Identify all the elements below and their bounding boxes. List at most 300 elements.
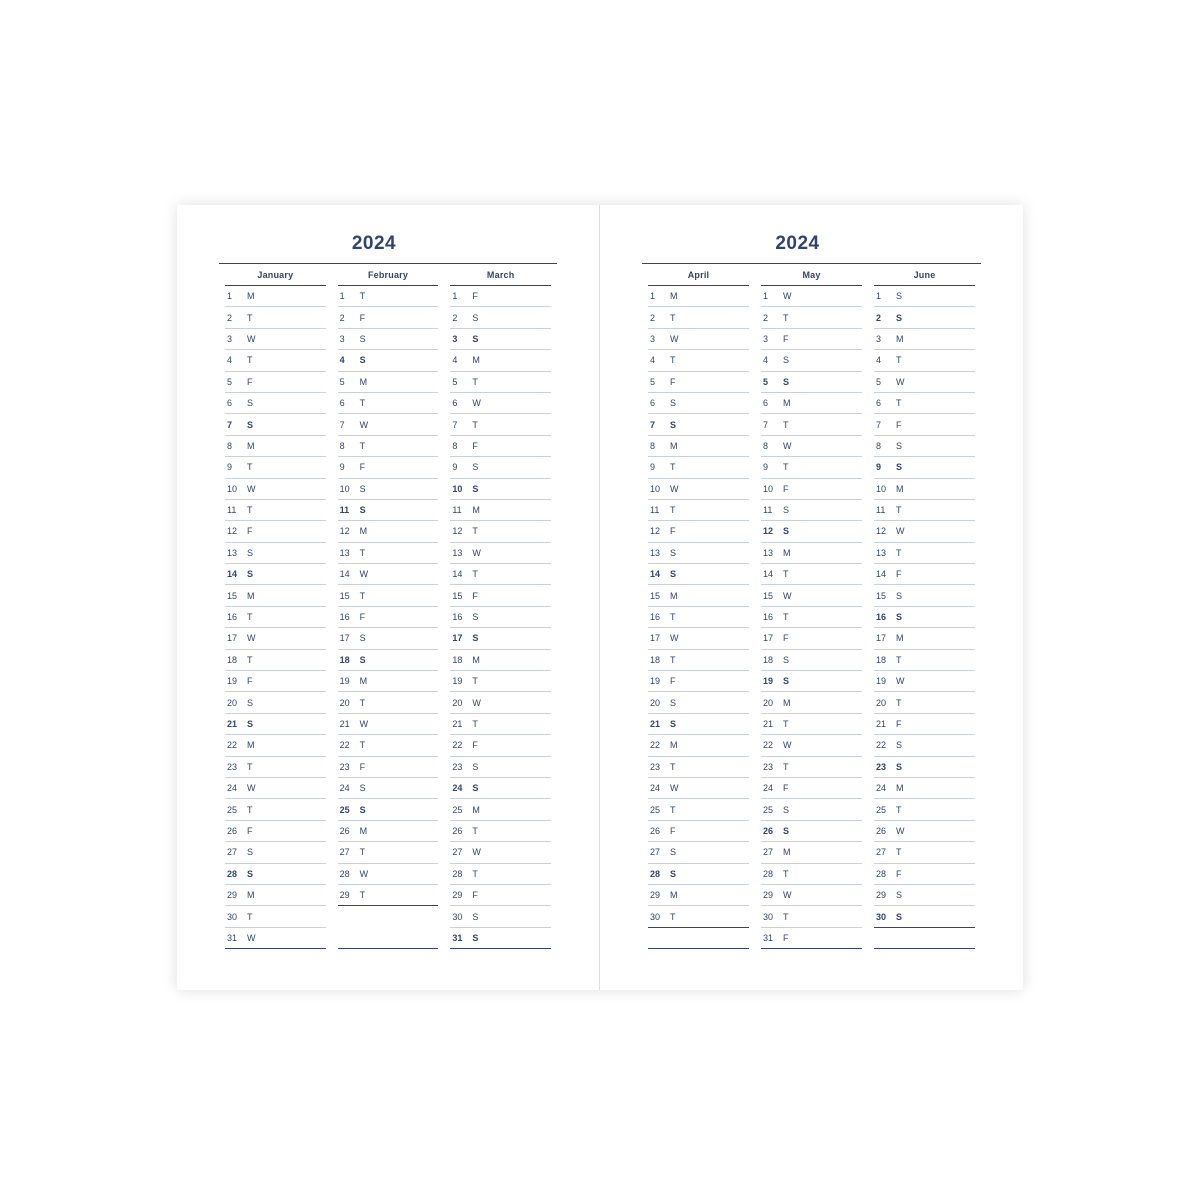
- day-number: 15: [452, 590, 463, 601]
- day-row[interactable]: [338, 650, 439, 671]
- day-weekday-letter: W: [783, 890, 792, 901]
- day-row[interactable]: [648, 821, 749, 842]
- day-row[interactable]: [450, 821, 551, 842]
- day-number: 25: [650, 804, 661, 815]
- month-column: [332, 264, 445, 949]
- day-weekday-letter: S: [359, 804, 366, 815]
- day-row[interactable]: [761, 585, 862, 606]
- day-row[interactable]: [874, 521, 975, 542]
- day-weekday-letter: M: [472, 654, 480, 665]
- day-number: 30: [876, 911, 887, 922]
- day-number: 28: [227, 868, 238, 879]
- day-weekday-letter: T: [472, 526, 478, 537]
- day-row[interactable]: [648, 372, 749, 393]
- day-weekday-letter: S: [472, 783, 479, 794]
- day-number: 1: [876, 291, 882, 302]
- day-row[interactable]: [761, 436, 862, 457]
- day-row[interactable]: [338, 842, 439, 863]
- month-name: May: [761, 264, 862, 286]
- day-row[interactable]: [648, 864, 749, 885]
- day-row[interactable]: [225, 885, 326, 906]
- day-weekday-letter: T: [783, 312, 789, 323]
- day-row[interactable]: [761, 778, 862, 799]
- day-weekday-letter: M: [247, 291, 255, 302]
- day-number: 16: [763, 612, 774, 623]
- day-row[interactable]: [450, 286, 551, 307]
- day-row[interactable]: [648, 885, 749, 906]
- day-row[interactable]: [338, 628, 439, 649]
- day-row[interactable]: [874, 821, 975, 842]
- day-row[interactable]: [225, 821, 326, 842]
- day-row[interactable]: [761, 692, 862, 713]
- day-number: 8: [650, 440, 656, 451]
- day-row[interactable]: [338, 286, 439, 307]
- day-row[interactable]: [338, 692, 439, 713]
- day-weekday-letter: S: [359, 505, 366, 516]
- day-row[interactable]: [338, 457, 439, 478]
- day-row[interactable]: [225, 628, 326, 649]
- day-row[interactable]: [450, 543, 551, 564]
- day-row[interactable]: [761, 329, 862, 350]
- day-number: 23: [227, 761, 238, 772]
- day-row[interactable]: [225, 692, 326, 713]
- month-name: January: [225, 264, 326, 286]
- month-name: April: [648, 264, 749, 286]
- day-number: 26: [227, 825, 238, 836]
- day-row[interactable]: [225, 607, 326, 628]
- day-number: 7: [452, 419, 458, 430]
- day-weekday-letter: T: [896, 804, 902, 815]
- day-row[interactable]: [450, 457, 551, 478]
- day-row[interactable]: [874, 457, 975, 478]
- day-row[interactable]: [338, 393, 439, 414]
- day-weekday-letter: S: [472, 612, 479, 623]
- day-row[interactable]: [761, 714, 862, 735]
- day-row[interactable]: [648, 329, 749, 350]
- day-row[interactable]: [450, 842, 551, 863]
- day-number: 4: [876, 355, 882, 366]
- day-number: 13: [339, 547, 350, 558]
- day-row[interactable]: [450, 585, 551, 606]
- day-row[interactable]: [225, 757, 326, 778]
- day-row[interactable]: [338, 735, 439, 756]
- day-row[interactable]: [225, 564, 326, 585]
- day-row[interactable]: [648, 521, 749, 542]
- day-weekday-letter: S: [783, 676, 790, 687]
- day-row[interactable]: [338, 329, 439, 350]
- page-title: 2024: [351, 233, 397, 254]
- day-weekday-letter: S: [783, 376, 790, 387]
- day-weekday-letter: S: [896, 740, 903, 751]
- day-row[interactable]: [338, 521, 439, 542]
- day-number: 9: [227, 462, 233, 473]
- day-row[interactable]: [648, 414, 749, 435]
- day-row[interactable]: [338, 372, 439, 393]
- day-row[interactable]: [874, 650, 975, 671]
- day-number: 3: [650, 333, 656, 344]
- day-weekday-letter: M: [359, 676, 368, 687]
- day-row[interactable]: [761, 885, 862, 906]
- page-title: 2024: [775, 233, 820, 254]
- day-number: 14: [339, 569, 350, 580]
- month-columns-right: [642, 264, 981, 949]
- day-number: 20: [763, 697, 774, 708]
- day-row[interactable]: [338, 885, 439, 906]
- day-row[interactable]: [225, 329, 326, 350]
- day-row[interactable]: [225, 714, 326, 735]
- day-row[interactable]: [450, 885, 551, 906]
- day-weekday-letter: W: [247, 932, 256, 943]
- day-row[interactable]: [874, 543, 975, 564]
- day-number: 21: [650, 719, 661, 729]
- day-row[interactable]: [761, 500, 862, 521]
- day-row[interactable]: [874, 714, 975, 735]
- day-row[interactable]: [225, 585, 326, 606]
- day-number: 15: [650, 590, 661, 601]
- day-row[interactable]: [761, 864, 862, 885]
- day-row[interactable]: [450, 393, 551, 414]
- month-column: [444, 264, 557, 949]
- day-row[interactable]: [225, 307, 326, 328]
- day-row[interactable]: [761, 372, 862, 393]
- day-row[interactable]: [761, 906, 862, 927]
- day-weekday-letter: T: [783, 761, 789, 772]
- day-weekday-letter: W: [359, 419, 369, 430]
- day-number: 28: [763, 868, 774, 879]
- day-row[interactable]: [338, 799, 439, 820]
- day-row[interactable]: [338, 350, 439, 371]
- day-row[interactable]: [225, 521, 326, 542]
- day-row[interactable]: [338, 714, 439, 735]
- day-row[interactable]: [225, 671, 326, 692]
- day-row[interactable]: [761, 414, 862, 435]
- day-row[interactable]: [648, 436, 749, 457]
- day-number: 15: [876, 590, 887, 601]
- day-weekday-letter: S: [472, 312, 479, 323]
- day-row[interactable]: [225, 372, 326, 393]
- day-row[interactable]: [450, 650, 551, 671]
- day-row[interactable]: [761, 564, 862, 585]
- day-weekday-letter: F: [896, 868, 902, 879]
- day-row[interactable]: [225, 543, 326, 564]
- day-weekday-letter: S: [472, 462, 479, 473]
- day-row[interactable]: [648, 500, 749, 521]
- day-number: 14: [763, 569, 774, 580]
- day-row[interactable]: [225, 436, 326, 457]
- day-row[interactable]: [450, 500, 551, 521]
- month-column: [642, 264, 755, 949]
- day-weekday-letter: F: [896, 419, 902, 430]
- day-row[interactable]: [648, 607, 749, 628]
- day-row[interactable]: [450, 436, 551, 457]
- day-row[interactable]: [450, 607, 551, 628]
- day-row[interactable]: [450, 906, 551, 927]
- day-row[interactable]: [874, 671, 975, 692]
- day-weekday-letter: S: [247, 547, 254, 558]
- day-row[interactable]: [648, 799, 749, 820]
- day-row[interactable]: [874, 372, 975, 393]
- day-row[interactable]: [648, 585, 749, 606]
- day-row[interactable]: [450, 564, 551, 585]
- day-row[interactable]: [225, 842, 326, 863]
- day-row[interactable]: [225, 350, 326, 371]
- day-number: 20: [876, 697, 887, 708]
- day-number: 11: [339, 505, 350, 516]
- day-row[interactable]: [874, 329, 975, 350]
- day-number: 14: [650, 569, 661, 580]
- day-weekday-letter: T: [472, 569, 478, 580]
- day-number: 3: [763, 333, 769, 344]
- day-row[interactable]: [338, 585, 439, 606]
- day-number: 30: [763, 911, 774, 922]
- day-row[interactable]: [450, 864, 551, 885]
- day-weekday-letter: T: [247, 911, 253, 922]
- day-row[interactable]: [648, 628, 749, 649]
- day-row[interactable]: [761, 757, 862, 778]
- day-row[interactable]: [874, 393, 975, 414]
- day-row[interactable]: [648, 842, 749, 863]
- day-row[interactable]: [648, 906, 749, 927]
- day-row[interactable]: [648, 564, 749, 585]
- day-row[interactable]: [648, 714, 749, 735]
- day-row[interactable]: [648, 457, 749, 478]
- day-row[interactable]: [761, 842, 862, 863]
- day-number: 11: [452, 505, 462, 516]
- day-number: 11: [650, 505, 660, 516]
- day-weekday-letter: S: [783, 355, 790, 366]
- day-row[interactable]: [874, 885, 975, 906]
- day-weekday-letter: T: [896, 654, 902, 665]
- day-row[interactable]: [874, 350, 975, 371]
- day-weekday-letter: M: [670, 890, 678, 901]
- day-row[interactable]: [338, 500, 439, 521]
- day-row[interactable]: [648, 543, 749, 564]
- day-weekday-letter: F: [359, 612, 366, 623]
- day-row[interactable]: [648, 757, 749, 778]
- day-weekday-letter: S: [359, 483, 366, 494]
- day-row[interactable]: [761, 350, 862, 371]
- day-weekday-letter: M: [783, 398, 791, 409]
- day-weekday-letter: M: [247, 590, 255, 601]
- day-number: 12: [452, 526, 463, 537]
- day-number: 1: [452, 291, 458, 302]
- day-row[interactable]: [761, 628, 862, 649]
- day-weekday-letter: T: [247, 312, 253, 323]
- day-row[interactable]: [450, 521, 551, 542]
- day-weekday-letter: W: [472, 547, 481, 558]
- day-row[interactable]: [450, 372, 551, 393]
- day-row[interactable]: [450, 307, 551, 328]
- day-number: 7: [876, 419, 882, 430]
- day-row[interactable]: [225, 735, 326, 756]
- day-row[interactable]: [874, 842, 975, 863]
- day-row[interactable]: [225, 479, 326, 500]
- day-weekday-letter: T: [783, 911, 789, 922]
- day-row[interactable]: [225, 864, 326, 885]
- day-row[interactable]: [225, 799, 326, 820]
- day-number: 12: [339, 526, 350, 537]
- day-row[interactable]: [648, 671, 749, 692]
- day-row[interactable]: [225, 650, 326, 671]
- day-number: 8: [876, 440, 882, 451]
- day-number: 22: [650, 740, 661, 751]
- day-row[interactable]: [338, 307, 439, 328]
- day-row[interactable]: [338, 564, 439, 585]
- day-weekday-letter: W: [783, 440, 792, 451]
- day-number: 4: [763, 355, 769, 366]
- day-row[interactable]: [338, 479, 439, 500]
- day-number: 16: [876, 612, 887, 623]
- day-number: 23: [650, 761, 661, 772]
- day-row[interactable]: [761, 393, 862, 414]
- day-row[interactable]: [761, 479, 862, 500]
- day-row[interactable]: [761, 307, 862, 328]
- day-number: 22: [227, 740, 238, 751]
- day-row[interactable]: [874, 585, 975, 606]
- day-row[interactable]: [648, 479, 749, 500]
- day-row[interactable]: [225, 414, 326, 435]
- day-row[interactable]: [874, 500, 975, 521]
- day-weekday-letter: T: [896, 847, 902, 858]
- day-row[interactable]: [450, 329, 551, 350]
- day-row[interactable]: [874, 757, 975, 778]
- day-row[interactable]: [874, 286, 975, 307]
- day-row[interactable]: [874, 864, 975, 885]
- day-number: 22: [876, 740, 887, 751]
- day-row[interactable]: [874, 307, 975, 328]
- day-weekday-letter: W: [359, 569, 369, 580]
- day-row[interactable]: [874, 479, 975, 500]
- day-number: 2: [876, 312, 882, 323]
- day-row[interactable]: [338, 436, 439, 457]
- day-row[interactable]: [761, 286, 862, 307]
- day-row[interactable]: [761, 543, 862, 564]
- day-row[interactable]: [874, 414, 975, 435]
- day-row[interactable]: [225, 286, 326, 307]
- day-number: 17: [227, 633, 238, 644]
- day-number: 28: [876, 868, 887, 879]
- day-weekday-letter: M: [670, 291, 678, 302]
- day-row[interactable]: [648, 735, 749, 756]
- day-weekday-letter: T: [247, 612, 253, 623]
- day-row[interactable]: [450, 928, 551, 949]
- day-number: 27: [452, 847, 463, 858]
- day-number: 3: [227, 333, 233, 344]
- day-number: 19: [339, 676, 350, 687]
- day-row[interactable]: [450, 671, 551, 692]
- day-row[interactable]: [761, 928, 862, 949]
- day-row[interactable]: [648, 692, 749, 713]
- day-row[interactable]: [338, 543, 439, 564]
- day-weekday-letter: S: [247, 719, 254, 729]
- day-number: 15: [339, 590, 350, 601]
- day-row[interactable]: [648, 650, 749, 671]
- day-number: 21: [227, 719, 238, 729]
- day-number: 30: [452, 911, 463, 922]
- day-row[interactable]: [874, 778, 975, 799]
- day-row[interactable]: [450, 799, 551, 820]
- day-row[interactable]: [874, 564, 975, 585]
- day-weekday-letter: T: [247, 761, 253, 772]
- day-row[interactable]: [450, 479, 551, 500]
- day-row[interactable]: [225, 393, 326, 414]
- day-number: 18: [339, 654, 350, 665]
- day-row[interactable]: [225, 778, 326, 799]
- day-row[interactable]: [761, 607, 862, 628]
- day-row[interactable]: [338, 414, 439, 435]
- day-weekday-letter: W: [783, 590, 792, 601]
- day-row[interactable]: [761, 671, 862, 692]
- day-weekday-letter: M: [783, 697, 791, 708]
- day-number: 24: [227, 783, 238, 794]
- day-row[interactable]: [338, 864, 439, 885]
- day-weekday-letter: M: [896, 483, 904, 494]
- day-row[interactable]: [874, 735, 975, 756]
- day-weekday-letter: W: [896, 676, 905, 687]
- day-row[interactable]: [874, 607, 975, 628]
- day-row[interactable]: [761, 521, 862, 542]
- day-weekday-letter: T: [670, 911, 676, 922]
- day-weekday-letter: S: [670, 419, 677, 430]
- day-row[interactable]: [761, 650, 862, 671]
- day-row[interactable]: [225, 457, 326, 478]
- day-row[interactable]: [450, 350, 551, 371]
- day-row[interactable]: [874, 799, 975, 820]
- day-row[interactable]: [338, 607, 439, 628]
- day-row[interactable]: [225, 906, 326, 927]
- day-row[interactable]: [874, 906, 975, 927]
- month-column: [868, 264, 981, 949]
- day-row[interactable]: [648, 778, 749, 799]
- day-weekday-letter: T: [783, 462, 789, 473]
- day-row[interactable]: [225, 928, 326, 949]
- day-row[interactable]: [338, 671, 439, 692]
- day-number: 5: [339, 376, 345, 387]
- day-row[interactable]: [874, 692, 975, 713]
- day-row[interactable]: [648, 307, 749, 328]
- day-row[interactable]: [338, 778, 439, 799]
- day-number: 5: [763, 376, 769, 387]
- day-row[interactable]: [648, 286, 749, 307]
- day-row[interactable]: [874, 628, 975, 649]
- day-weekday-letter: M: [359, 376, 368, 387]
- day-row[interactable]: [338, 821, 439, 842]
- day-weekday-letter: F: [359, 312, 366, 323]
- day-row[interactable]: [225, 500, 326, 521]
- day-row[interactable]: [450, 735, 551, 756]
- day-number: 1: [763, 291, 769, 302]
- day-row[interactable]: [450, 628, 551, 649]
- day-row[interactable]: [338, 757, 439, 778]
- day-number: 7: [763, 419, 769, 430]
- day-row[interactable]: [761, 735, 862, 756]
- day-row[interactable]: [450, 757, 551, 778]
- day-weekday-letter: M: [472, 355, 480, 366]
- day-number: 5: [650, 376, 656, 387]
- day-number: 21: [763, 719, 774, 729]
- day-row[interactable]: [450, 692, 551, 713]
- day-row[interactable]: [761, 457, 862, 478]
- day-number: 4: [650, 355, 656, 366]
- day-row[interactable]: [761, 821, 862, 842]
- day-row[interactable]: [648, 350, 749, 371]
- day-row[interactable]: [648, 393, 749, 414]
- day-row[interactable]: [450, 778, 551, 799]
- day-row[interactable]: [874, 436, 975, 457]
- day-row[interactable]: [450, 714, 551, 735]
- day-row[interactable]: [450, 414, 551, 435]
- day-row[interactable]: [761, 799, 862, 820]
